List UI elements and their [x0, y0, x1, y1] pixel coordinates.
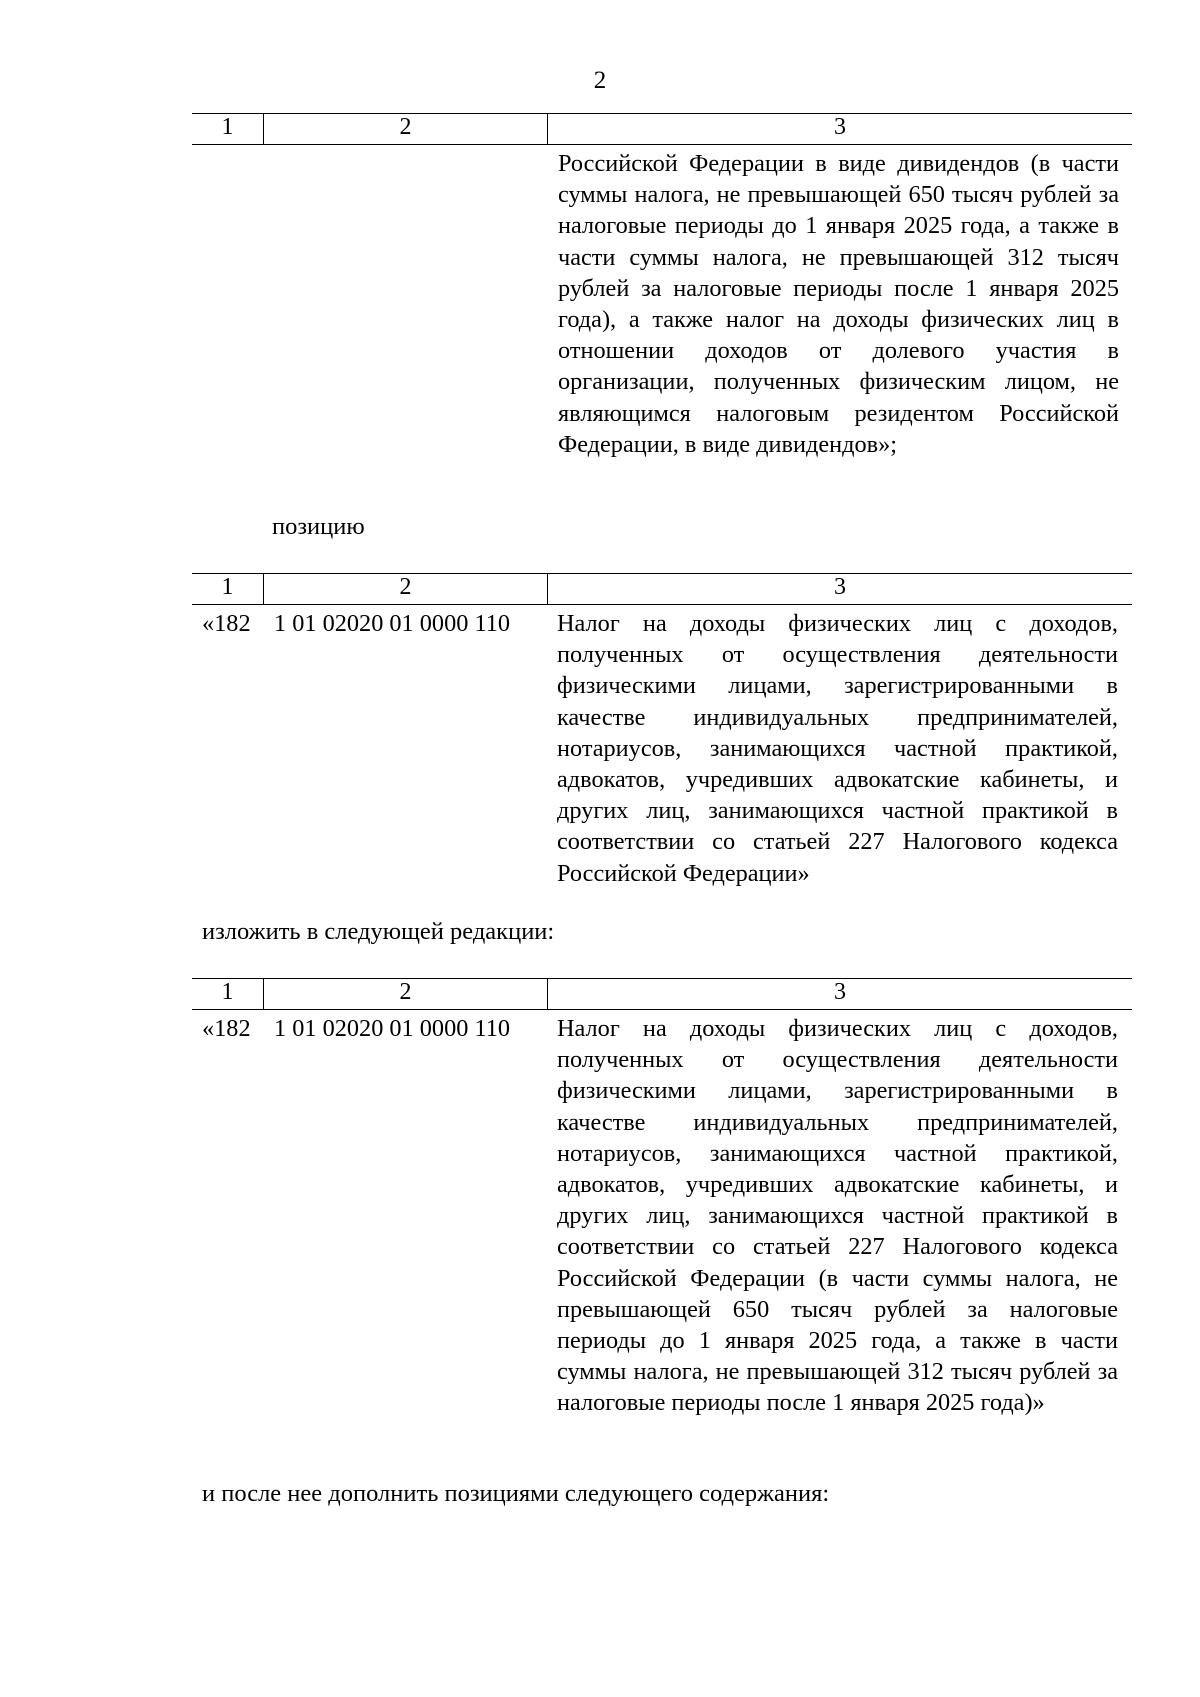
table-header [192, 113, 1132, 145]
column-header-3: 3 [547, 574, 1132, 604]
paragraph-position: позицию [272, 513, 365, 540]
table-cell-description: Налог на доходы физических лиц с доходов, полученных от осуществления деятельности физическими лицами, зарегистрированными в качестве индивидуальных предпринимателей, нотариусов, занимающихся частной практикой, адвокатов, учредивших адвокатские кабинеты, и других лиц, занимающихся частной практикой в соответствии со статьей 227 Налогового кодекса Российской Федерации (в части суммы налога, не превышающей 650 тысяч рублей за налоговые периоды до 1 января 2025 года, а также в части суммы налога, не превышающей 312 тысяч рублей за налоговые периоды после 1 января 2025 года)» [557, 1015, 1118, 1417]
table-row [192, 1010, 1132, 1419]
table-row [192, 605, 1132, 889]
column-header-3: 3 [547, 979, 1132, 1009]
page-number: 2 [593, 67, 607, 94]
column-header-2: 2 [263, 574, 547, 604]
paragraph-supplement: и после нее дополнить позициями следующего содержания: [202, 1480, 830, 1507]
table-continuation [192, 113, 1132, 460]
table-row [192, 145, 1132, 460]
paragraph-edit: изложить в следующей редакции: [202, 918, 555, 945]
column-header-3: 3 [547, 114, 1132, 144]
table-cell-description: Российской Федерации в виде дивидендов (в части суммы налога, не превышающей 650 тысяч рублей за налоговые периоды до 1 января 2025 года, а также в части суммы налога, не превышающей 312 тысяч рублей за налоговые периоды после 1 января 2025 года), а также налог на доходы физических лиц в отношении доходов от долевого участия в организации, полученных физическим лицом, не являющимся налоговым резидентом Российской Федерации, в виде дивидендов»; [558, 150, 1119, 458]
table-new-position [192, 978, 1132, 1419]
column-header-2: 2 [263, 114, 547, 144]
table-old-position [192, 573, 1132, 889]
column-header-1: 1 [221, 979, 234, 1005]
table-cell-description: Налог на доходы физических лиц с доходов, полученных от осуществления деятельности физическими лицами, зарегистрированными в качестве индивидуальных предпринимателей, нотариусов, занимающихся частной практикой, адвокатов, учредивших адвокатские кабинеты, и других лиц, занимающихся частной практикой в соответствии со статьей 227 Налогового кодекса Российской Федерации» [557, 610, 1118, 887]
table-header [192, 573, 1132, 605]
column-header-1: 1 [221, 574, 234, 600]
table-cell-admin-code: «182 [202, 1015, 251, 1042]
table-header [192, 978, 1132, 1010]
table-cell-kbk-code: 1 01 02020 01 0000 110 [274, 1015, 510, 1042]
table-cell-admin-code: «182 [202, 610, 251, 637]
column-header-1: 1 [221, 114, 234, 140]
table-cell-kbk-code: 1 01 02020 01 0000 110 [274, 610, 510, 637]
column-header-2: 2 [263, 979, 547, 1009]
